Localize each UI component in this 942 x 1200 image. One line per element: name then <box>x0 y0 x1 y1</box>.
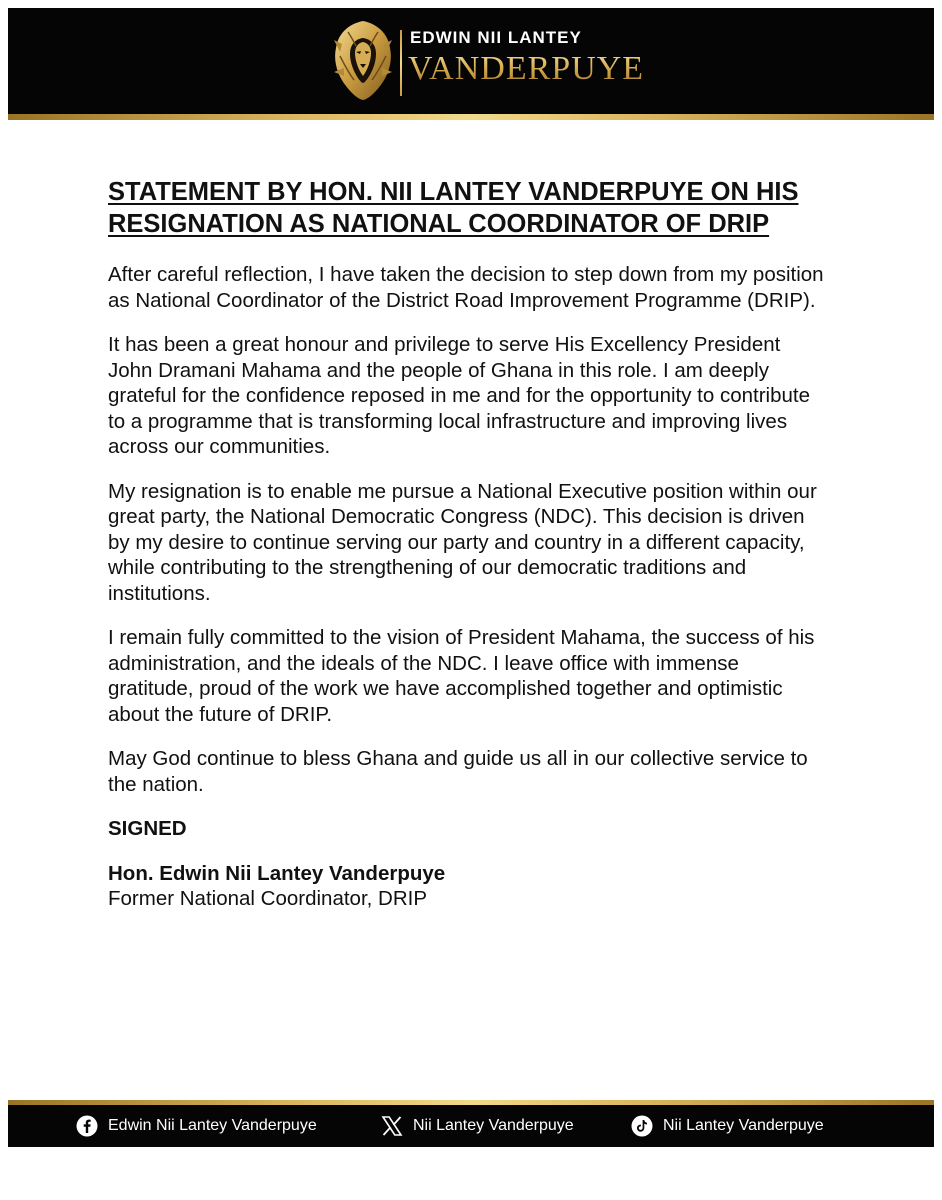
signed-label: SIGNED <box>108 817 187 840</box>
x-link[interactable] <box>381 1112 574 1140</box>
letterhead-logo <box>330 18 645 102</box>
gold-divider-top <box>8 114 934 120</box>
facebook-icon <box>76 1115 98 1137</box>
lion-head-icon <box>330 18 396 102</box>
facebook-link[interactable] <box>76 1112 317 1140</box>
logo-divider <box>400 30 402 96</box>
tiktok-link[interactable] <box>631 1112 824 1140</box>
signatory-name: Hon. Edwin Nii Lantey Vanderpuye <box>108 861 446 885</box>
logo-name-bottom: VANDERPUYE <box>408 50 645 87</box>
x-handle: Nii Lantey Vanderpuye <box>413 1117 574 1134</box>
statement-title: STATEMENT BY HON. NII LANTEY VANDERPUYE ON HIS RESIGNATION AS NATIONAL COORDINATOR OF DRIP <box>108 178 799 238</box>
x-logo-icon <box>381 1115 403 1137</box>
facebook-handle: Edwin Nii Lantey Vanderpuye <box>108 1117 317 1134</box>
paragraph-3: My resignation is to enable me pursue a National Executive position within our great party, the National Democratic Congress (NDC). This decision is driven by my desire to continue serving our party and country in a different capacity, while contributing to the strengthening of our democratic traditions and institutions. <box>108 479 817 605</box>
paragraph-5: May God continue to bless Ghana and guide us all in our collective service to the nation. <box>108 747 808 796</box>
paragraph-4: I remain fully committed to the vision of President Mahama, the success of his administration, and the ideals of the NDC. I leave office with immense gratitude, proud of the work we have accomplished together and optimistic about the future of DRIP. <box>108 626 815 726</box>
paragraph-2: It has been a great honour and privilege to serve His Excellency President John Dramani Mahama and the people of Ghana in this role. I am deeply grateful for the confidence reposed in me and for the opportunity to contribute to a programme that is transforming local infrastructure and improving lives across our communities. <box>108 333 810 458</box>
tiktok-icon <box>631 1115 653 1137</box>
statement-body <box>108 176 828 912</box>
tiktok-handle: Nii Lantey Vanderpuye <box>663 1117 824 1134</box>
paragraph-1: After careful reflection, I have taken the decision to step down from my position as National Coordinator of the District Road Improvement Programme (DRIP). <box>108 263 824 312</box>
logo-name-top: EDWIN NII LANTEY <box>410 28 582 47</box>
signatory-title: Former National Coordinator, DRIP <box>108 887 428 910</box>
